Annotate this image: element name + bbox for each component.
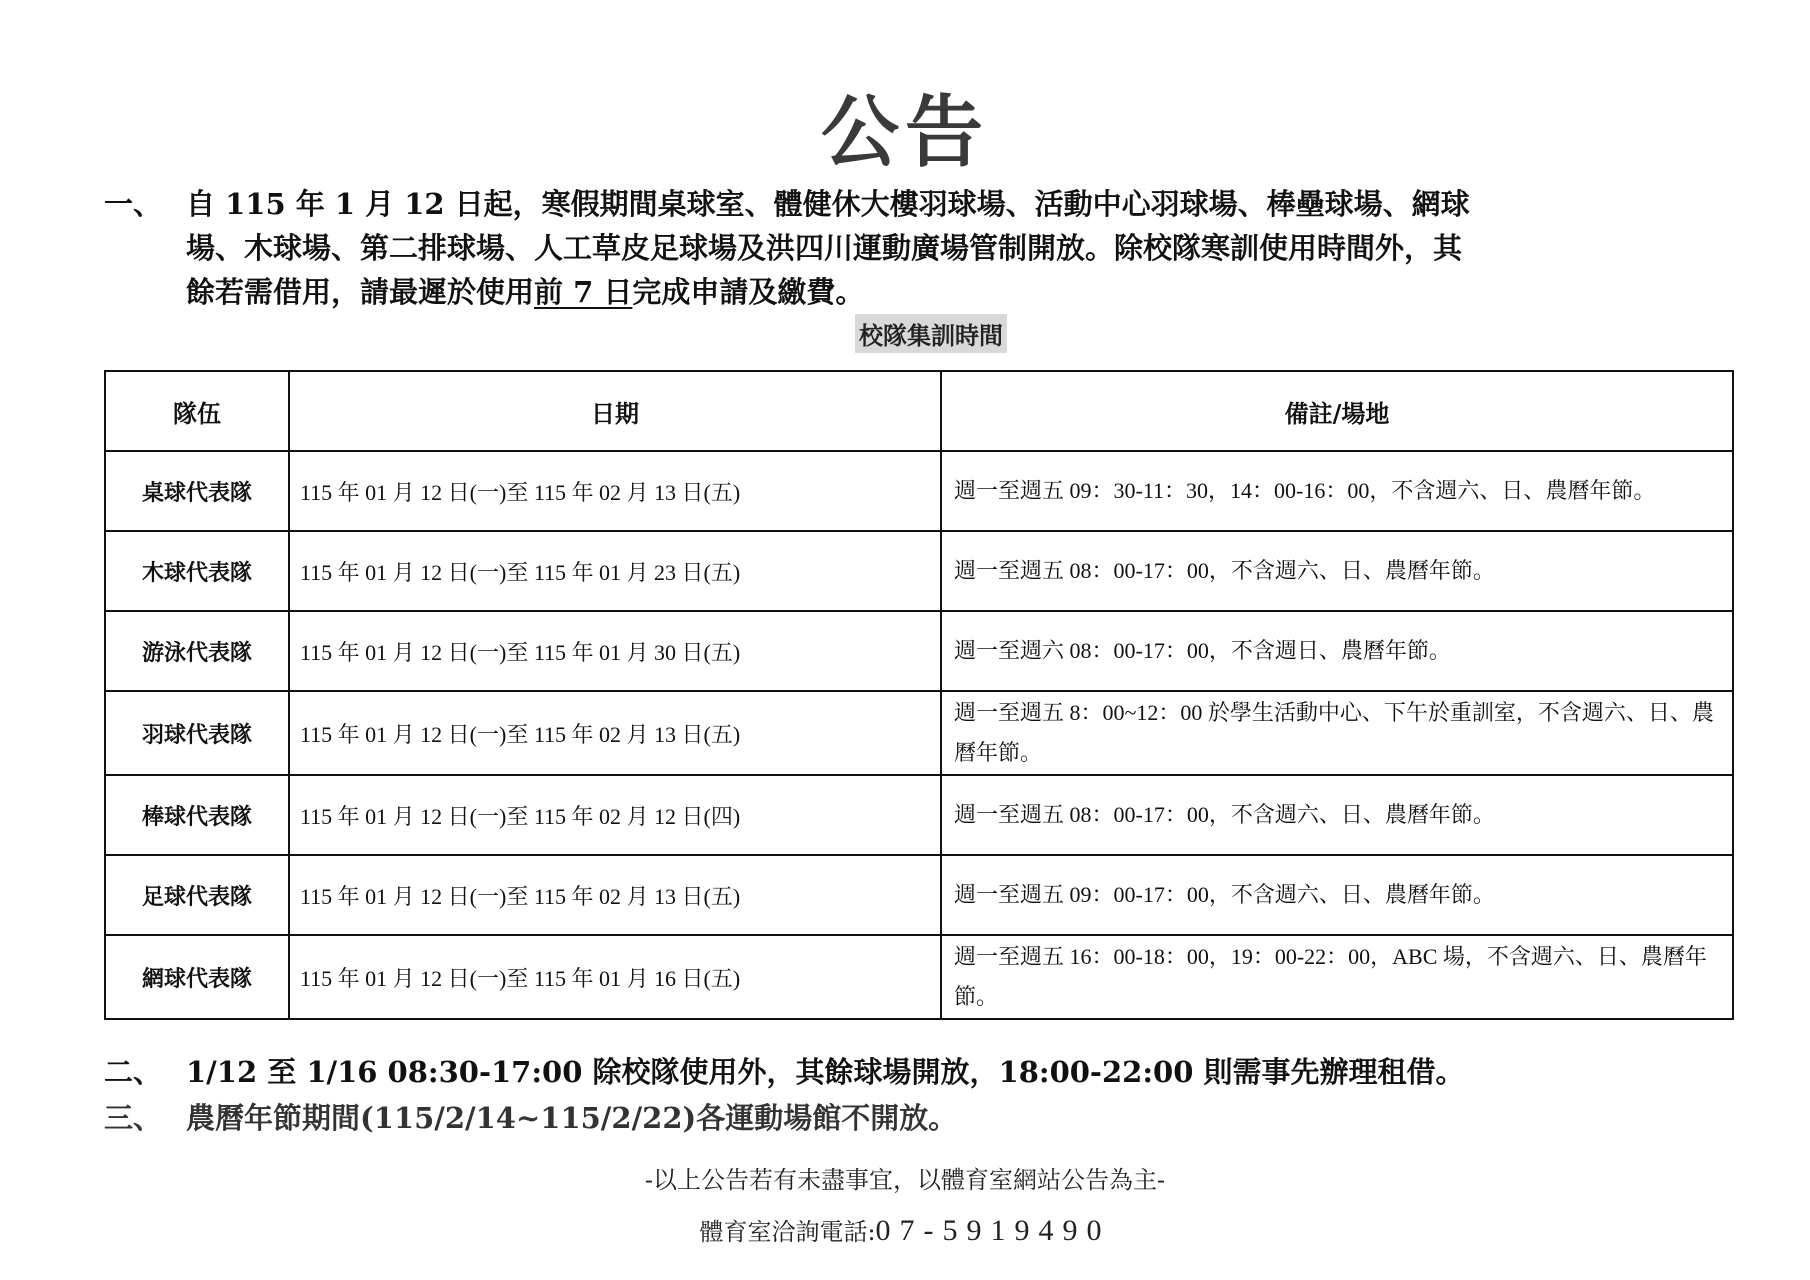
table-row	[105, 531, 1733, 611]
team-cell: 桌球代表隊	[105, 451, 289, 531]
team-cell: 網球代表隊	[105, 935, 289, 1019]
team-cell: 羽球代表隊	[105, 691, 289, 775]
table-row	[105, 451, 1733, 531]
table-caption: 校隊集訓時間	[855, 314, 1007, 353]
section-2	[104, 1050, 1464, 1091]
table-row	[105, 611, 1733, 691]
page-title: 公告	[820, 88, 989, 178]
note-cell: 週一至週五 08：00-17：00，不含週六、日、農曆年節。	[941, 531, 1733, 611]
header-note: 備註/場地	[941, 371, 1733, 451]
section-1-line-3-start: 餘若需借用，請最遲於使用	[186, 275, 535, 309]
date-cell: 115 年 01 月 12 日(一)至 115 年 01 月 23 日(五)	[289, 531, 941, 611]
section-3	[104, 1096, 957, 1137]
table-header-row	[105, 371, 1733, 451]
date-cell: 115 年 01 月 12 日(一)至 115 年 01 月 30 日(五)	[289, 611, 941, 691]
date-cell: 115 年 01 月 12 日(一)至 115 年 02 月 13 日(五)	[289, 691, 941, 775]
note-cell: 週一至週五 09：00-17：00，不含週六、日、農曆年節。	[941, 855, 1733, 935]
section-2-marker: 二、	[104, 1055, 163, 1089]
note-cell: 週一至週六 08：00-17：00，不含週日、農曆年節。	[941, 611, 1733, 691]
team-cell: 足球代表隊	[105, 855, 289, 935]
date-cell: 115 年 01 月 12 日(一)至 115 年 01 月 16 日(五)	[289, 935, 941, 1019]
section-1-line-3-end: 完成申請及繳費。	[632, 275, 865, 309]
training-schedule-table	[104, 370, 1734, 1020]
deadline-underlined: 前 7 日	[534, 275, 633, 309]
section-1-line-3	[186, 270, 864, 311]
table-row	[105, 935, 1733, 1019]
date-cell: 115 年 01 月 12 日(一)至 115 年 02 月 13 日(五)	[289, 855, 941, 935]
section-1-marker: 一、	[104, 187, 163, 221]
table-row	[105, 691, 1733, 775]
phone-label: 體育室洽詢電話:	[699, 1218, 876, 1246]
section-1-line-2: 場、木球場、第二排球場、人工草皮足球場及洪四川運動廣場管制開放。除校隊寒訓使用時間外，其	[186, 231, 1463, 265]
contact-phone	[0, 1212, 1810, 1248]
table-row	[105, 855, 1733, 935]
footer-note: -以上公告若有未盡事宜，以體育室網站公告為主-	[644, 1166, 1166, 1194]
header-team: 隊伍	[105, 371, 289, 451]
section-3-text: 農曆年節期間(115/2/14~115/2/22)各運動場館不開放。	[186, 1101, 958, 1135]
note-cell: 週一至週五 8：00~12：00 於學生活動中心、下午於重訓室，不含週六、日、農曆年節。	[941, 691, 1733, 775]
section-3-marker: 三、	[104, 1101, 163, 1135]
team-cell: 木球代表隊	[105, 531, 289, 611]
section-2-text: 1/12 至 1/16 08:30-17:00 除校隊使用外，其餘球場開放，18:00-22:00 則需事先辦理租借。	[186, 1055, 1465, 1089]
team-cell: 游泳代表隊	[105, 611, 289, 691]
date-cell: 115 年 01 月 12 日(一)至 115 年 02 月 12 日(四)	[289, 775, 941, 855]
note-cell: 週一至週五 09：30-11：30，14：00-16：00，不含週六、日、農曆年節。	[941, 451, 1733, 531]
note-cell: 週一至週五 08：00-17：00，不含週六、日、農曆年節。	[941, 775, 1733, 855]
date-cell: 115 年 01 月 12 日(一)至 115 年 02 月 13 日(五)	[289, 451, 941, 531]
header-date: 日期	[289, 371, 941, 451]
team-cell: 棒球代表隊	[105, 775, 289, 855]
phone-number: 07-5919490	[875, 1214, 1111, 1247]
table-row	[105, 775, 1733, 855]
section-1-line-1: 自 115 年 1 月 12 日起，寒假期間桌球室、體健休大樓羽球場、活動中心羽球場、棒壘球場、網球	[186, 187, 1470, 221]
note-cell: 週一至週五 16：00-18：00，19：00-22：00，ABC 場，不含週六、日、農曆年節。	[941, 935, 1733, 1019]
